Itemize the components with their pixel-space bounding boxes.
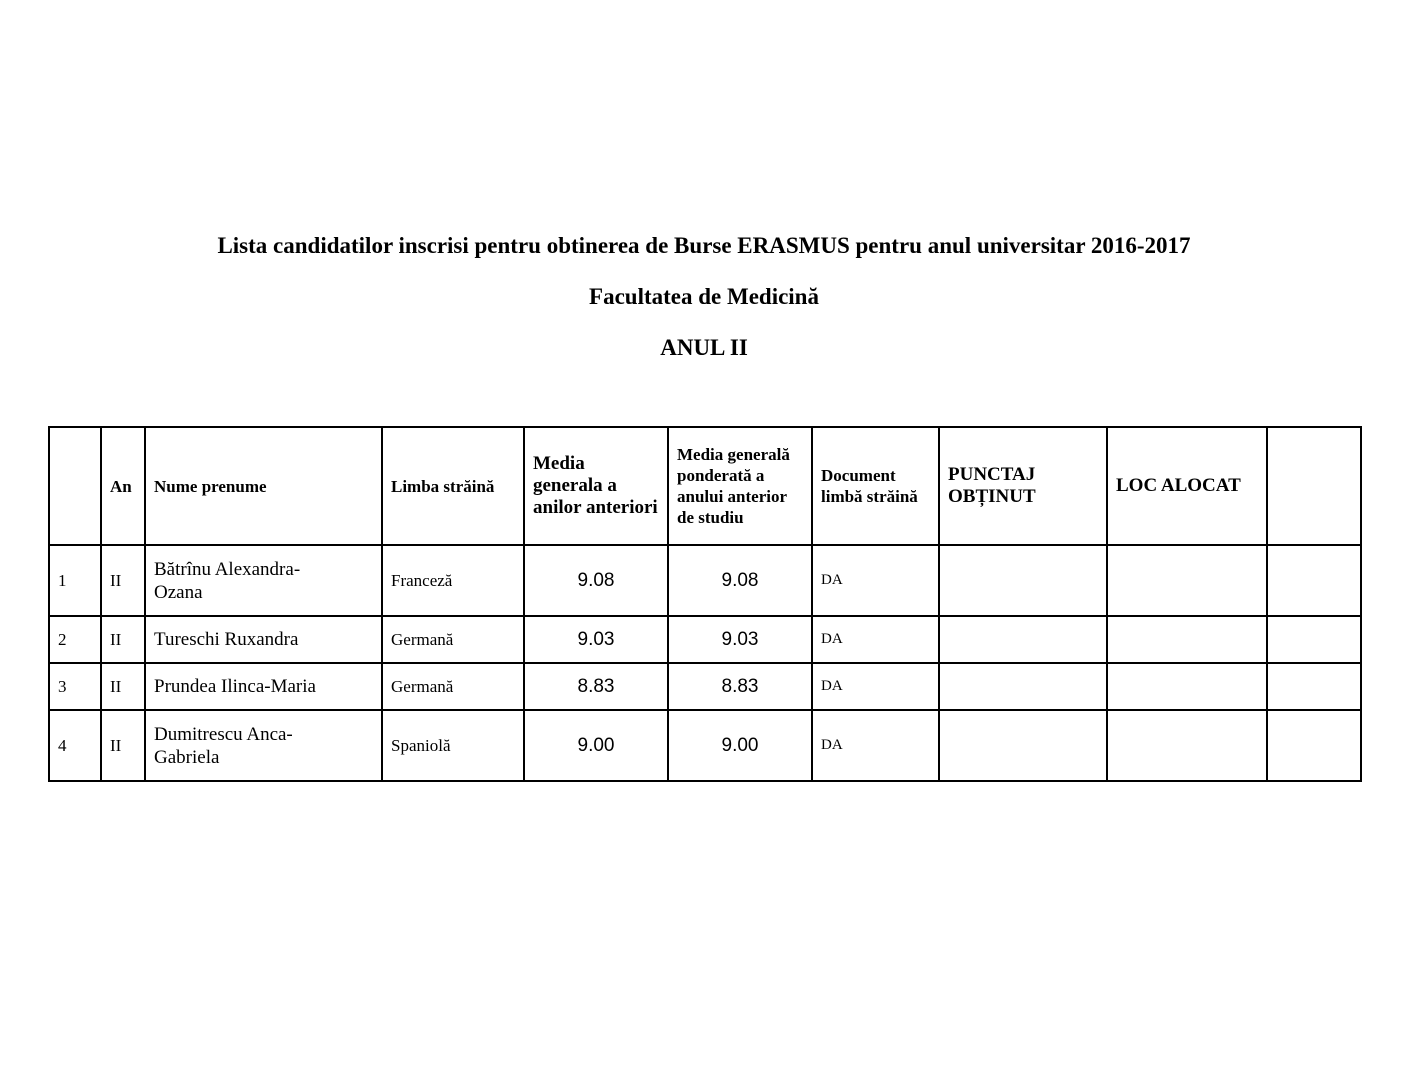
row-name-line2: Gabriela [154,746,220,768]
table-row [49,710,1361,781]
row-an: II [101,710,145,781]
row-an: II [101,616,145,663]
row-name-line1: Bătrînu Alexandra- [154,558,301,580]
row-place [1107,663,1267,710]
header-index [49,427,101,545]
row-avg-previous: 9.00 [524,710,668,781]
row-score [939,663,1107,710]
row-document: DA [812,710,939,781]
row-extra [1267,710,1361,781]
row-name-line1: Prundea Ilinca-Maria [154,676,316,697]
row-language: Franceză [382,545,524,616]
document-title: Lista candidatilor inscrisi pentru obtinerea de Burse ERASMUS pentru anul universitar 2016-2017 [217,233,1191,258]
row-avg-previous: 8.83 [524,663,668,710]
row-place [1107,710,1267,781]
row-name-line1: Tureschi Ruxandra [154,629,299,650]
year-heading: ANUL II [660,335,748,360]
table-header-row [49,427,1361,545]
table-row [49,616,1361,663]
row-index: 2 [49,616,101,663]
row-avg-weighted: 9.08 [668,545,812,616]
row-name [145,616,382,663]
row-score [939,710,1107,781]
row-name-line1: Dumitrescu Anca- [154,723,293,745]
row-an: II [101,663,145,710]
row-document: DA [812,663,939,710]
table-row [49,663,1361,710]
row-document: DA [812,545,939,616]
header-document: Document limbă străină [812,427,939,545]
row-score [939,545,1107,616]
header-extra [1267,427,1361,545]
row-language: Germană [382,616,524,663]
row-name [145,663,382,710]
row-avg-previous: 9.08 [524,545,668,616]
table-row [49,545,1361,616]
row-place [1107,616,1267,663]
row-index: 4 [49,710,101,781]
row-extra [1267,616,1361,663]
row-extra [1267,545,1361,616]
row-avg-previous: 9.03 [524,616,668,663]
row-avg-weighted: 9.00 [668,710,812,781]
row-score [939,616,1107,663]
row-language: Spaniolă [382,710,524,781]
row-extra [1267,663,1361,710]
row-place [1107,545,1267,616]
row-an: II [101,545,145,616]
candidates-table [48,426,1362,782]
header-avg-previous: Media generala a anilor anteriori [524,427,668,545]
row-name [145,545,382,616]
row-language: Germană [382,663,524,710]
row-name [145,710,382,781]
row-index: 3 [49,663,101,710]
row-document: DA [812,616,939,663]
header-language: Limba străină [382,427,524,545]
header-score: PUNCTAJ OBȚINUT [939,427,1107,545]
header-avg-weighted: Media generală ponderată a anului anterior de studiu [668,427,812,545]
row-index: 1 [49,545,101,616]
row-avg-weighted: 8.83 [668,663,812,710]
row-avg-weighted: 9.03 [668,616,812,663]
row-name-line2: Ozana [154,581,203,603]
faculty-heading: Facultatea de Medicină [589,284,819,309]
header-place: LOC ALOCAT [1107,427,1267,545]
header-an: An [101,427,145,545]
header-name: Nume prenume [145,427,382,545]
